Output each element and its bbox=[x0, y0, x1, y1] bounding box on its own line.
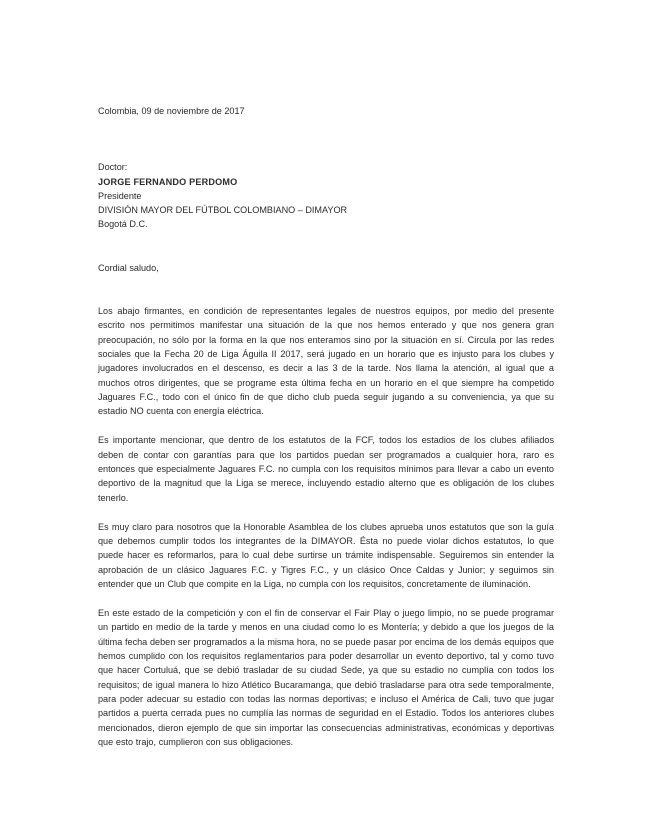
addressee-title: Doctor: bbox=[98, 162, 128, 173]
letter-body bbox=[98, 104, 554, 749]
date-line: Colombia, 09 de noviembre de 2017 bbox=[98, 106, 245, 116]
paragraph: En este estado de la competición y con el fin de conservar el Fair Play o juego limpio, no se puede programar un partido en medio de la tarde y menos en una ciudad como lo es Montería; y debido a que los juegos de la última fecha deben ser programados a la misma hora, no se puede pasar por encima de los demás equipos que hemos cumplido con los requisitos reglamentarios para poder desarrollar un evento deportivo, tal y como tuvo que hacer Cortuluá, que se debió trasladar de su ciudad Sede, ya que su estadio no cumplía con todos los requisitos; de igual manera lo hizo Atlético Bucaramanga, que debió trasladarse para otra sede temporalmente, para poder adecuar su estadio con todas las normas deportivas; e incluso el América de Cali, tuvo que jugar partidos a puerta cerrada pues no cumplía las normas de seguridad en el Estadio. Todos los anteriores clubes mencionados, dieron ejemplo de que sin importar las consecuencias administrativas, económicas y deportivas que esto trajo, cumplieron con sus obligaciones. bbox=[98, 608, 554, 748]
paragraph: Es importante mencionar, que dentro de los estatutos de la FCF, todos los estadios de los clubes afiliados deben de contar con garantías para que los partidos puedan ser programados a cualquier hora, raro es entonces que especialmente Jaguares F.C. no cumpla con los requisitos mínimos para llevar a cabo un evento deportivo de la magnitud que la Liga se merece, incluyendo estadio alterno que es obligación de los clubes tenerlo. bbox=[98, 435, 554, 503]
addressee-city: Bogotá D.C. bbox=[98, 219, 148, 230]
addressee-block bbox=[98, 160, 554, 231]
spacer-addressee-salutation bbox=[98, 232, 554, 261]
paragraph-list bbox=[98, 304, 554, 749]
spacer-date-addressee bbox=[98, 118, 554, 160]
paragraph: Es muy claro para nosotros que la Honorable Asamblea de los clubes aprueba unos estatutos que son la guía que debemos cumplir todos los integrantes de la DIMAYOR. Ésta no puede violar dichos estatutos, lo que puede hacer es reformarlos, para lo cual debe surtirse un trámite indispensable. Seguiremos sin entender la aprobación de un clásico Jaguares F.C. y Tigres F.C., y un clásico Once Caldas y Junior; y seguimos sin entender que un Club que compite en la Liga, no cumpla con los requisitos, concretamente de iluminación. bbox=[98, 521, 554, 590]
addressee-name: JORGE FERNANDO PERDOMO bbox=[98, 176, 238, 187]
salutation: Cordial saludo, bbox=[98, 262, 159, 273]
addressee-organization: DIVISIÓN MAYOR DEL FÚTBOL COLOMBIANO – DIMAYOR bbox=[98, 205, 348, 216]
spacer-salutation-body bbox=[98, 275, 554, 304]
addressee-role: Presidente bbox=[98, 190, 142, 201]
paragraph: Los abajo firmantes, en condición de representantes legales de nuestros equipos, por medio del presente escrito nos permitimos manifestar una situación de la que nos hemos enterado y que nos genera gran preocupación, no sólo por la forma en la que nos enteramos sino por la situación en sí. Circula por las redes sociales que la Fecha 20 de Liga Águila II 2017, será jugado en un horario que es injusto para los clubes y jugadores involucrados en el descenso, es decir a las 3 de la tarde. Nos llama la atención, al igual que a muchos otros dirigentes, que se programe esta última fecha en un horario en el que siempre ha competido Jaguares F.C., todo con el único fin de que dicho club pueda seguir jugando a su conveniencia, ya que su estadio NO cuenta con energía eléctrica. bbox=[98, 306, 554, 417]
